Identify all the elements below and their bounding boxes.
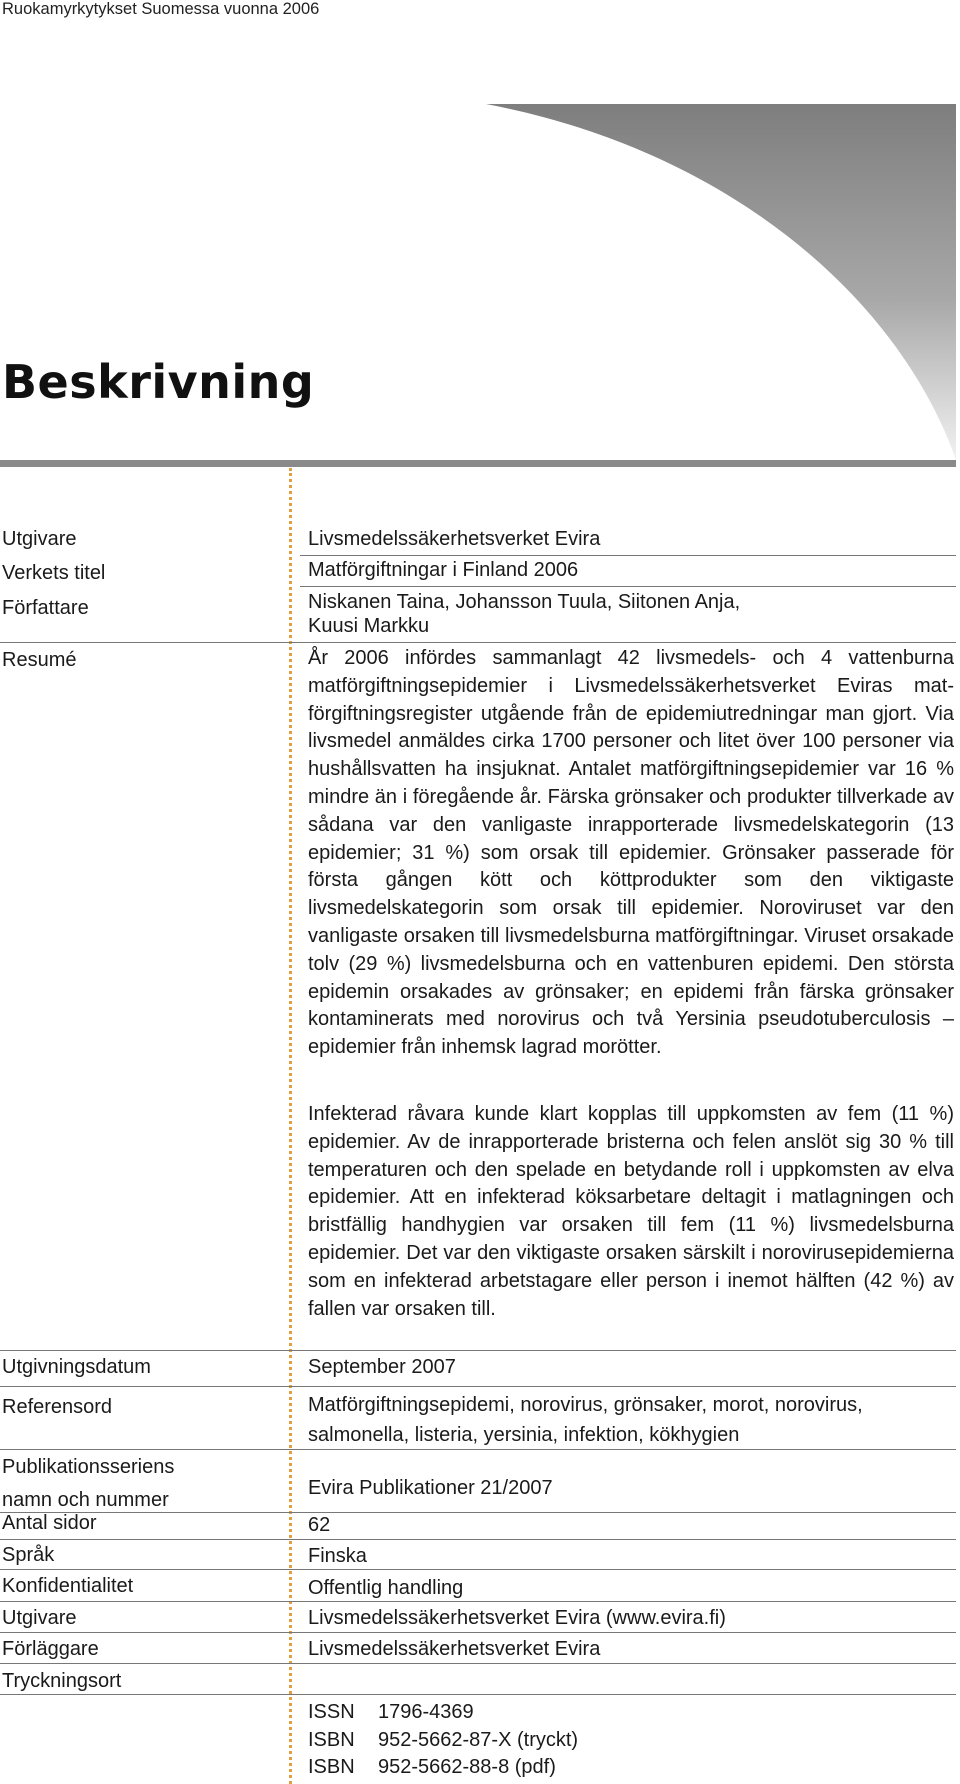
row-divider [0,1694,956,1695]
label-utgivare-2: Utgivare [2,1607,77,1629]
resume-paragraph-1: År 2006 infördes sammanlagt 42 livsmedels- och 4 vattenburna matförgiftningsepidemier i Livsmedelssäkerhetsverket Eviras matförgiftningsregister utgående från de epidemiutredningar man gjort. Via livsmedel anmäldes cirka 1700 personer och litet över 100 personer via hushållsvatten ha insjuknat. Antalet matförgiftningsepidemier var 16 % mindre än i föregående år. Färska grönsaker och produkter tillverkade av sådana var den vanligaste inrapporterade livsmedelskategorin (13 epidemier; 31 %) som orsak till epidemier. Grönsaker passerade för första gången kött och köttprodukter som den viktigaste livsmedelskategorin som orsak till epidemier. Noroviruset var den vanligaste orsaken till livsmedelsburna matförgiftningar. Viruset orsakade tolv (29 %) livsmedelsburna och en vattenburen epidemi. Den största epidemin orsakades av grönsaker; en epidemi från färska grönsaker kontaminerats med norovirus och två Yersinia pseudotuberculosis –epidemier från inhemsk lagrad morötter. [308,647,954,1059]
row-divider [0,642,956,643]
value-referensord-line1: Matförgiftningsepidemi, norovirus, grönsaker, morot, norovirus, [308,1394,863,1416]
identifier-type: ISSN [308,1701,355,1723]
label-tryckningsort: Tryckningsort [2,1670,122,1692]
value-forfattare-line2: Kuusi Markku [308,615,430,637]
label-publikationsserie-line2: namn och nummer [2,1489,169,1511]
resume-paragraph-2: Infekterad råvara kunde klart kopplas till uppkomsten av fem (11 %) epidemier. Av de inrapporterade bristerna och felen anslöt sig 30 % till temperaturen och den spelade en betydande roll i uppkomsten av elva epidemier. Att en infekterad köksarbetare deltagit i matlagningen och bristfällig handhygien var orsaken till fem (11 %) livsmedelsburna epidemier. Det var den viktigaste orsaken särskilt i norovirusepidemierna som en infekterad arbetstagare eller person i inemot hälften (42 %) av fallen var orsaken till. [308,1103,954,1320]
row-divider [300,555,956,556]
row-divider [0,1569,956,1570]
value-konfidentialitet: Offentlig handling [308,1577,464,1599]
value-publikationsserie: Evira Publikationer 21/2007 [308,1477,553,1499]
row-divider [0,1512,956,1513]
label-referensord: Referensord [2,1396,113,1418]
identifier-value: 952-5662-87-X (tryckt) [378,1729,579,1751]
label-forlaggare: Förläggare [2,1638,99,1660]
value-referensord-line2: salmonella, listeria, yersinia, infektion, kökhygien [308,1424,740,1446]
row-divider [0,1632,956,1633]
label-publikationsserie-line1: Publikationsseriens [2,1456,175,1478]
identifier-type: ISBN [308,1729,355,1751]
label-resume: Resumé [2,649,77,671]
row-divider [0,1449,956,1450]
identifier-value: 952-5662-88-8 (pdf) [378,1756,556,1778]
value-utgivare: Livsmedelssäkerhetsverket Evira [308,528,601,550]
row-divider [0,1350,956,1351]
label-sprak: Språk [2,1544,55,1566]
row-divider [0,1601,956,1602]
label-antal-sidor: Antal sidor [2,1512,97,1534]
label-utgivare: Utgivare [2,528,77,550]
value-utgivare-2: Livsmedelssäkerhetsverket Evira (www.evira.fi) [308,1607,726,1629]
row-divider [300,586,956,587]
label-forfattare: Författare [2,597,89,619]
value-antal-sidor: 62 [308,1514,331,1536]
dotted-divider [289,468,292,1784]
row-divider [0,1663,956,1664]
value-verkets-titel: Matförgiftningar i Finland 2006 [308,559,579,581]
value-forfattare-line1: Niskanen Taina, Johansson Tuula, Siitonen Anja, [308,591,741,613]
identifier-type: ISBN [308,1756,355,1778]
value-sprak: Finska [308,1545,367,1567]
value-utgivningsdatum: September 2007 [308,1356,456,1378]
row-divider [0,1386,956,1387]
page-title: Beskrivning [2,355,315,409]
identifier-value: 1796-4369 [378,1701,474,1723]
running-header: Ruokamyrkytykset Suomessa vuonna 2006 [2,0,320,18]
top-rule [0,460,956,467]
row-divider [0,1539,956,1540]
label-utgivningsdatum: Utgivningsdatum [2,1356,151,1378]
value-forlaggare: Livsmedelssäkerhetsverket Evira [308,1638,601,1660]
label-konfidentialitet: Konfidentialitet [2,1575,134,1597]
label-verkets-titel: Verkets titel [2,562,106,584]
